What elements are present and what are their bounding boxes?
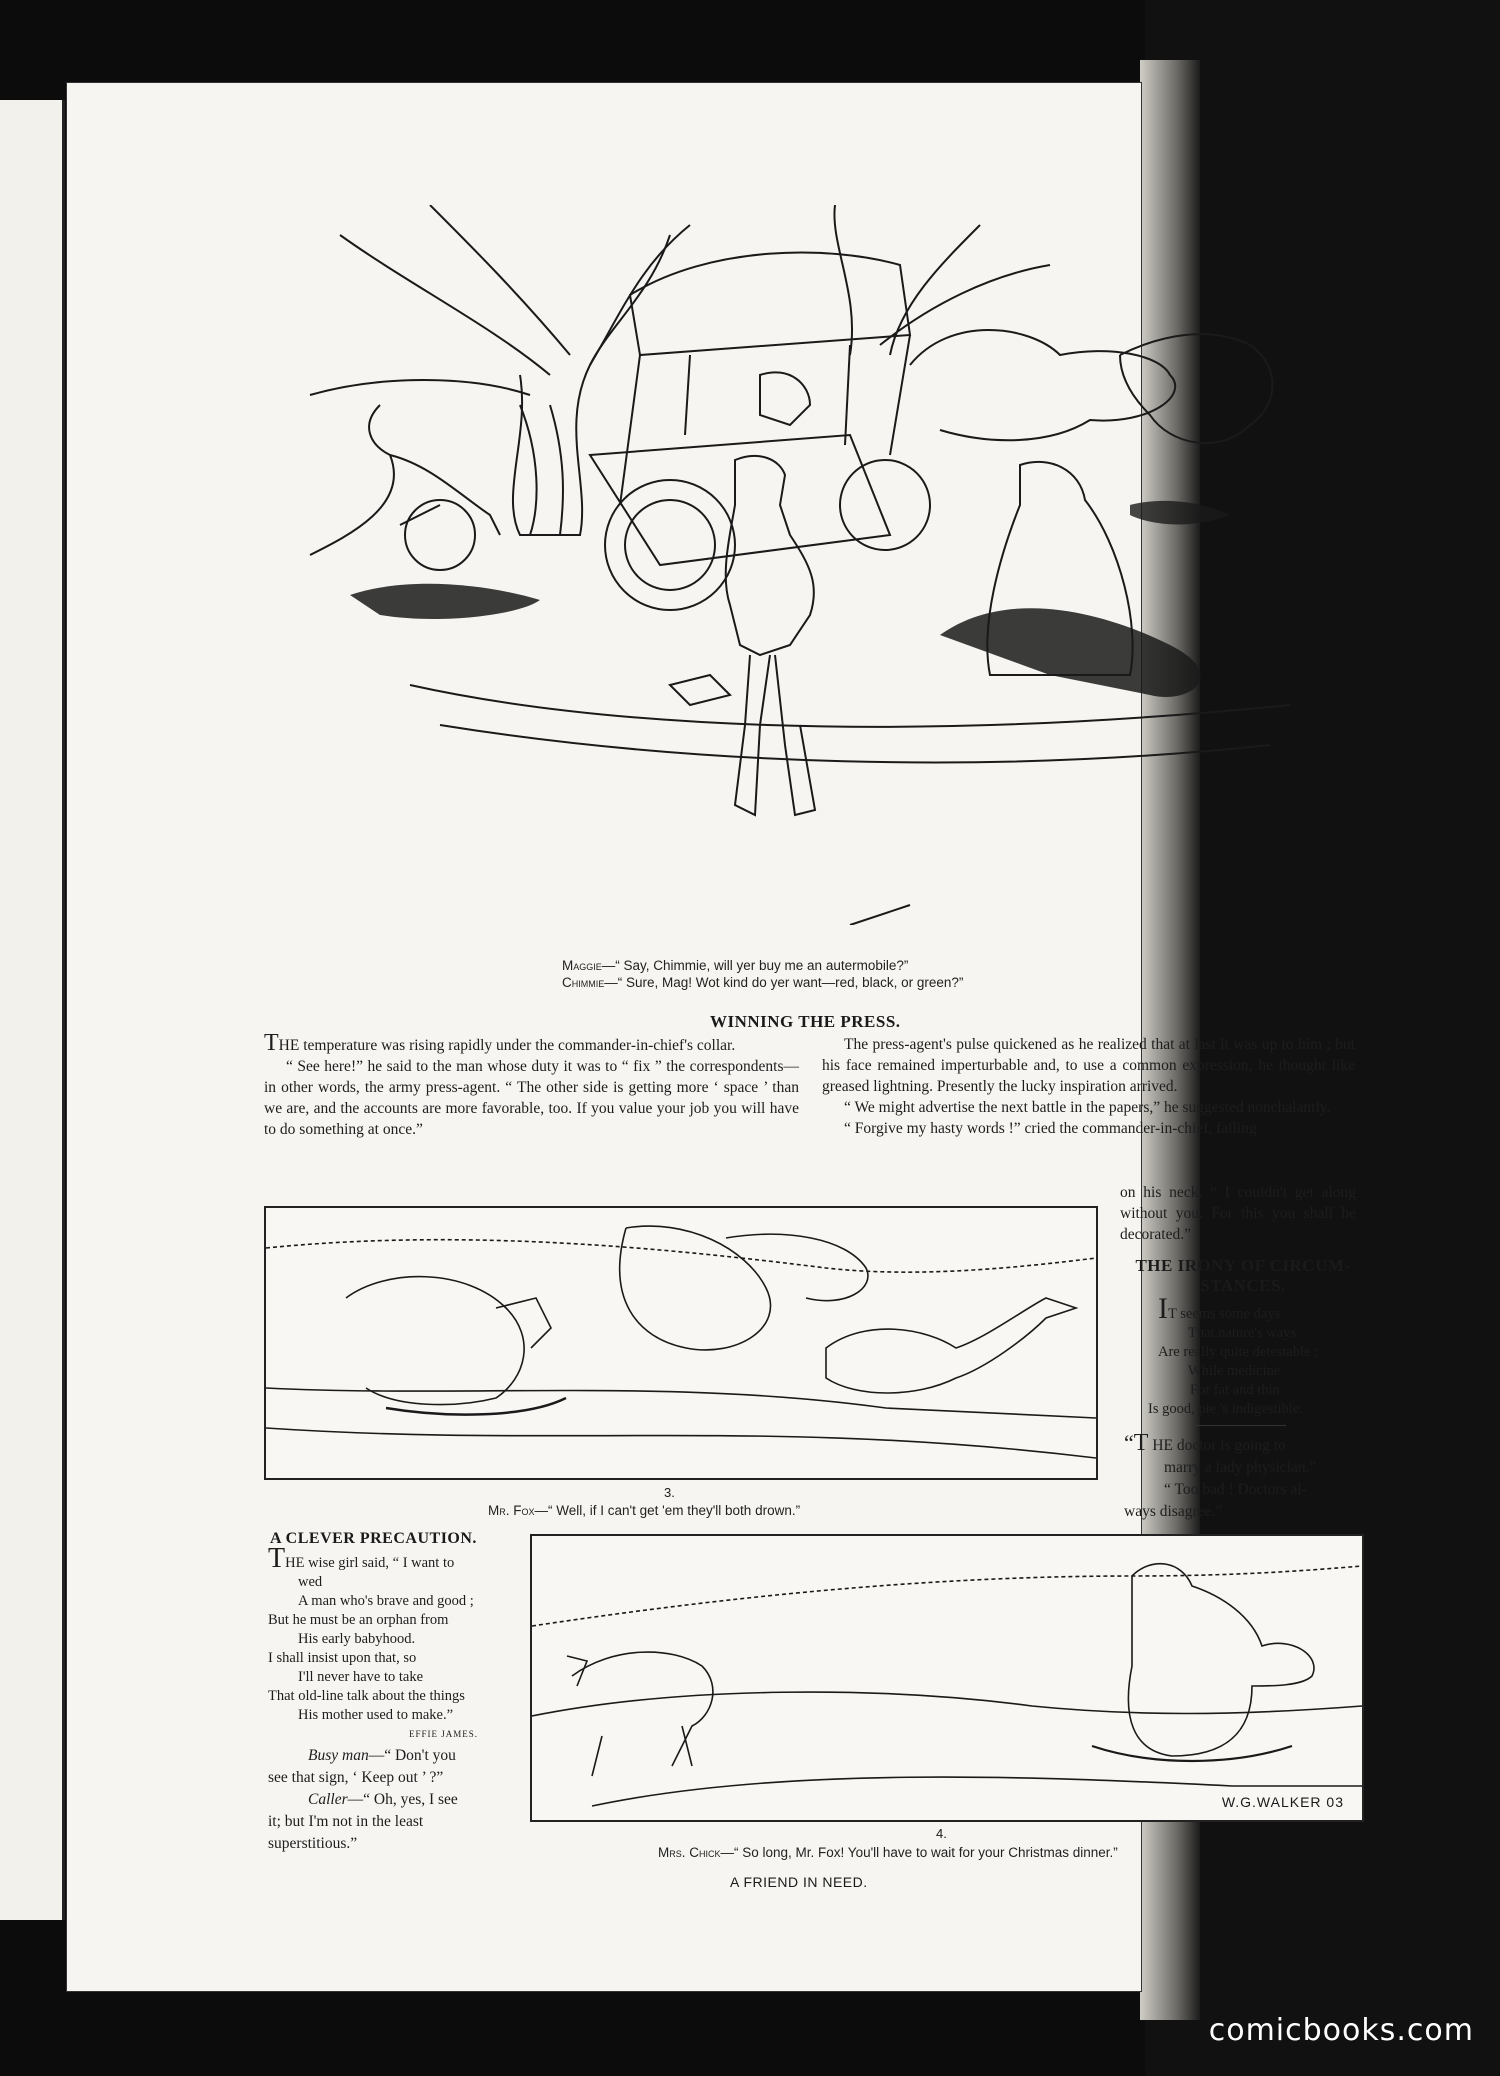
- precaution-line-6: I shall insist upon that, so: [268, 1650, 417, 1666]
- panel-4-caption: [658, 1844, 1278, 1861]
- automobile-cartoon-illustration: [290, 205, 1340, 925]
- precaution-line-8: That old-line talk about the things: [268, 1688, 465, 1704]
- story-col1-para2: “ See here!” he said to the man whose duty it was to “ fix ” the correspondents—in other words, the army press-agent. “ The other side is getting more ‘ space ’ than we are, and the accounts are more favorable, too. If you value your job you will have to do something at once.”: [264, 1058, 799, 1138]
- doctor-dropcap: T: [1133, 1430, 1149, 1456]
- precaution-line-7: I'll never have to take: [298, 1669, 423, 1685]
- precaution-line-5: His early babyhood.: [298, 1631, 416, 1647]
- precaution-line-1: HE wise girl said, “ I want to: [285, 1555, 455, 1571]
- site-watermark: comicbooks.com: [1208, 2013, 1474, 2048]
- top-cartoon-caption: [562, 957, 1122, 991]
- story-col1-para1: HE temperature was rising rapidly under the commander-in-chief's collar.: [278, 1037, 736, 1054]
- irony-title-line1: THE IRONY OF CIRCUM-: [1135, 1256, 1351, 1275]
- caption-text-chimmie: —“ Sure, Mag! Wot kind do yer want—red, black, or green?”: [604, 975, 964, 990]
- irony-line-3: Are really quite detestable ;: [1158, 1344, 1319, 1360]
- caption-text-maggie: —“ Say, Chimmie, will yer buy me an autermobile?”: [601, 958, 909, 973]
- irony-line-5: For fat and thin: [1190, 1382, 1280, 1398]
- doctor-open-quote: “: [1124, 1430, 1134, 1455]
- irony-line-6: Is good, pie 's indigestible.: [1148, 1401, 1303, 1417]
- precaution-author: EFFIE JAMES.: [408, 1729, 478, 1739]
- busy-speaker-1: Busy man: [308, 1747, 369, 1764]
- fox-and-swimming-chicks-panel-art: [532, 1536, 1362, 1820]
- doctor-text-3: “ Too bad ! Doctors al-: [1164, 1481, 1307, 1498]
- caption-speaker-maggie: Maggie: [562, 958, 602, 973]
- story-col2-para2: “ We might advertise the next battle in the papers,” he suggested nonchalantly.: [844, 1099, 1331, 1116]
- story-title: WINNING THE PRESS.: [710, 1012, 901, 1031]
- comic-panel-4: [530, 1534, 1364, 1822]
- busy-line-1: —“ Don't you: [368, 1747, 456, 1764]
- doctor-text-4: ways disagree.”: [1124, 1503, 1223, 1520]
- precaution-line-4: But he must be an orphan from: [268, 1612, 449, 1628]
- precaution-dropcap: T: [268, 1543, 286, 1574]
- story-col2-para3: “ Forgive my hasty words !” cried the commander-in-chief, falling: [844, 1120, 1257, 1137]
- irony-title: [1128, 1256, 1358, 1296]
- doctor-joke: [1124, 1432, 1360, 1523]
- panel-3-caption: [488, 1502, 908, 1519]
- fox-and-chicks-panel-art: [266, 1208, 1096, 1478]
- busy-line-3: —“ Oh, yes, I see: [347, 1791, 458, 1808]
- series-title: A FRIEND IN NEED.: [730, 1874, 868, 1890]
- irony-dropcap: I: [1158, 1292, 1168, 1325]
- panel-3-number: 3.: [664, 1485, 675, 1500]
- irony-line-2: That nature's ways: [1188, 1325, 1297, 1341]
- panel-3-text: —“ Well, if I can't get 'em they'll both drown.”: [534, 1503, 801, 1518]
- irony-line-1: T seems some days: [1168, 1306, 1281, 1322]
- busy-line-4: it; but I'm not in the least: [268, 1813, 424, 1830]
- panel-4-number: 4.: [936, 1826, 947, 1841]
- busy-speaker-2: Caller: [308, 1791, 348, 1808]
- story-column-1: [264, 1030, 799, 1140]
- precaution-line-2: wed: [298, 1574, 323, 1590]
- panel-3-speaker: Mr. Fox: [488, 1503, 535, 1518]
- comic-panel-3: [264, 1206, 1098, 1480]
- busy-line-2: see that sign, ‘ Keep out ’ ?”: [268, 1769, 444, 1786]
- precaution-line-3: A man who's brave and good ;: [298, 1593, 474, 1609]
- artist-signature: W.G.WALKER 03: [1221, 1794, 1344, 1810]
- busy-man-joke: [268, 1745, 504, 1855]
- busy-line-5: superstitious.”: [268, 1835, 358, 1852]
- section-divider: [1196, 1425, 1286, 1426]
- left-page-edge: [0, 100, 65, 1920]
- story-column-2: [822, 1034, 1355, 1139]
- caption-speaker-chimmie: Chimmie: [562, 975, 605, 990]
- irony-title-line2: STANCES.: [1200, 1276, 1286, 1295]
- panel-4-speaker: Mrs. Chick: [658, 1845, 721, 1860]
- precaution-verse: [268, 1543, 508, 1744]
- doctor-text-2: marry a lady physician.”: [1164, 1459, 1317, 1476]
- panel-4-text: —“ So long, Mr. Fox! You'll have to wait for your Christmas dinner.”: [720, 1845, 1118, 1860]
- irony-verse: [1128, 1292, 1358, 1419]
- story-dropcap: T: [264, 1030, 279, 1056]
- doctor-text-1: HE doctor is going to: [1152, 1437, 1286, 1454]
- story-col2-para1: The press-agent's pulse quickened as he realized that at last it was up to him ; but his face remained imperturbable and, to use a common expression, he thought like greased lightning. Presently the lucky inspiration arrived.: [822, 1036, 1355, 1095]
- precaution-title: A CLEVER PRECAUTION.: [270, 1530, 477, 1547]
- story-column-2-continued: on his neck. “ I couldn't get along without you. For this you shall be decorated.”: [1120, 1184, 1356, 1243]
- precaution-line-9: His mother used to make.”: [298, 1707, 454, 1723]
- irony-line-4: While medicine: [1188, 1363, 1281, 1379]
